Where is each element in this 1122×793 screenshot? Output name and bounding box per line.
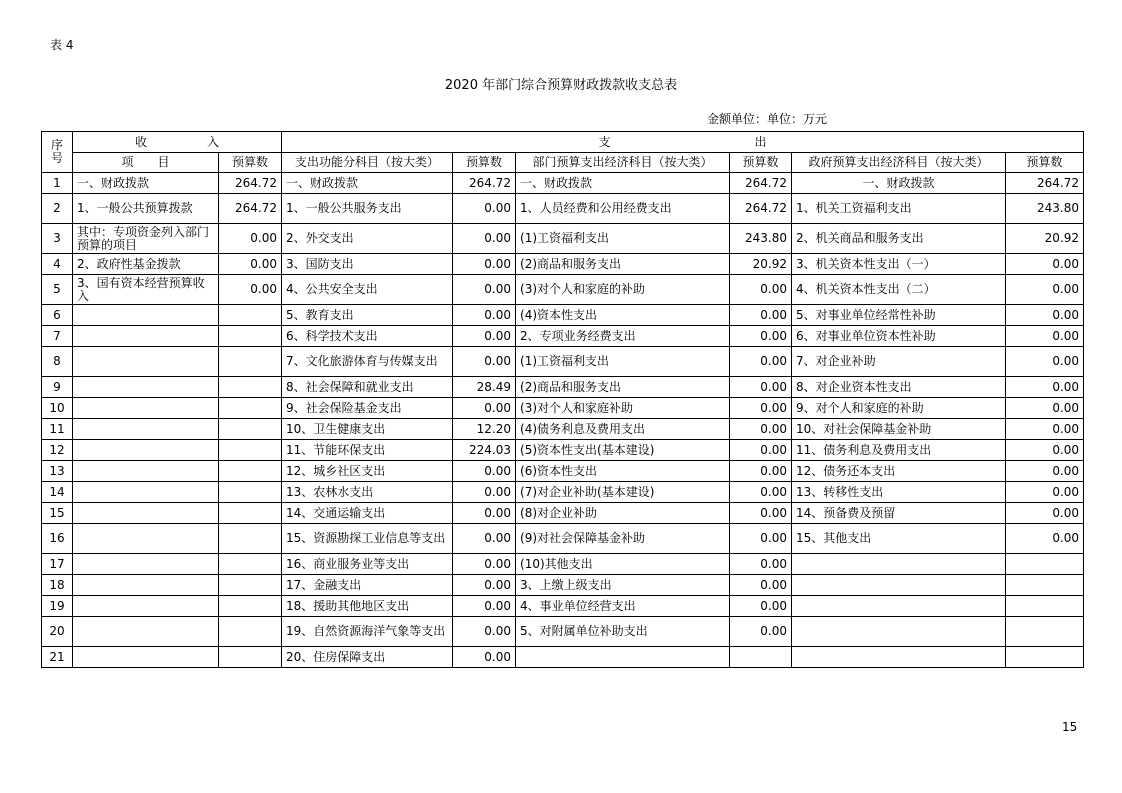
gov-econ-subject [792,647,1006,668]
dept-econ-subject: (3)对个人和家庭的补助 [516,275,730,305]
income-amount [219,617,282,647]
table-row [42,305,1084,326]
gov-amount: 0.00 [1006,326,1084,347]
income-item [73,617,219,647]
row-seq: 10 [42,398,73,419]
gov-econ-subject: 15、其他支出 [792,524,1006,554]
income-item [73,596,219,617]
func-amount: 0.00 [453,524,516,554]
gov-amount: 0.00 [1006,377,1084,398]
income-amount: 264.72 [219,194,282,224]
dept-econ-subject: 一、财政拨款 [516,173,730,194]
gov-econ-subject: 14、预备费及预留 [792,503,1006,524]
func-subject: 10、卫生健康支出 [282,419,453,440]
gov-econ-subject: 5、对事业单位经常性补助 [792,305,1006,326]
func-amount: 0.00 [453,482,516,503]
income-amount [219,347,282,377]
gov-amount: 0.00 [1006,275,1084,305]
dept-amount: 0.00 [730,482,792,503]
page-title: 2020 年部门综合预算财政拨款收支总表 [444,78,678,93]
budget-header: 预算数 [1006,153,1084,173]
gov-amount [1006,647,1084,668]
gov-amount: 0.00 [1006,461,1084,482]
dept-econ-subject: (1)工资福利支出 [516,224,730,254]
gov-amount: 0.00 [1006,419,1084,440]
income-amount [219,575,282,596]
func-amount: 0.00 [453,194,516,224]
dept-amount [730,647,792,668]
gov-amount: 0.00 [1006,347,1084,377]
gov-econ-subject [792,575,1006,596]
func-subject: 9、社会保险基金支出 [282,398,453,419]
item-header: 项 目 [73,153,219,173]
func-amount: 0.00 [453,347,516,377]
income-amount [219,596,282,617]
page-number: 15 [1062,720,1078,734]
budget-header: 预算数 [219,153,282,173]
dept-econ-subject: (7)对企业补助(基本建设) [516,482,730,503]
row-seq: 9 [42,377,73,398]
gov-econ-subject: 7、对企业补助 [792,347,1006,377]
func-subject: 17、金融支出 [282,575,453,596]
gov-amount [1006,554,1084,575]
gov-amount: 0.00 [1006,305,1084,326]
table-row [42,461,1084,482]
row-seq: 17 [42,554,73,575]
dept-amount: 264.72 [730,173,792,194]
dept-econ-subject: (4)债务利息及费用支出 [516,419,730,440]
func-subject: 20、住房保障支出 [282,647,453,668]
income-amount [219,524,282,554]
dept-econ-subject: (9)对社会保障基金补助 [516,524,730,554]
row-seq: 4 [42,254,73,275]
table-row [42,554,1084,575]
income-amount [219,482,282,503]
gov-econ-subject: 一、财政拨款 [792,173,1006,194]
row-seq: 6 [42,305,73,326]
income-item [73,554,219,575]
table-row [42,482,1084,503]
income-item [73,398,219,419]
func-amount: 0.00 [453,224,516,254]
table-row [42,524,1084,554]
dept-amount: 0.00 [730,524,792,554]
func-subject: 13、农林水支出 [282,482,453,503]
gov-econ-subject: 9、对个人和家庭的补助 [792,398,1006,419]
income-amount [219,647,282,668]
dept-amount: 0.00 [730,575,792,596]
income-item [73,326,219,347]
row-seq: 21 [42,647,73,668]
gov-econ-subject: 6、对事业单位资本性补助 [792,326,1006,347]
gov-amount: 0.00 [1006,254,1084,275]
income-amount [219,305,282,326]
gov-amount: 0.00 [1006,482,1084,503]
income-amount [219,503,282,524]
table-row [42,377,1084,398]
table-row [42,173,1084,194]
table-row [42,398,1084,419]
dept-amount: 0.00 [730,503,792,524]
func-amount: 28.49 [453,377,516,398]
row-seq: 12 [42,440,73,461]
gov-amount [1006,596,1084,617]
gov-amount [1006,617,1084,647]
gov-econ-subject: 1、机关工资福利支出 [792,194,1006,224]
func-amount: 0.00 [453,554,516,575]
dept-econ-subject [516,647,730,668]
dept-econ-subject: (10)其他支出 [516,554,730,575]
dept-amount: 20.92 [730,254,792,275]
func-amount: 0.00 [453,461,516,482]
dept-amount: 0.00 [730,377,792,398]
gov-amount: 0.00 [1006,398,1084,419]
income-item [73,503,219,524]
income-amount [219,326,282,347]
gov-amount: 0.00 [1006,503,1084,524]
income-amount [219,440,282,461]
func-amount: 0.00 [453,575,516,596]
income-item [73,647,219,668]
table-row [42,596,1084,617]
table-row [42,617,1084,647]
gov-econ-subject: 2、机关商品和服务支出 [792,224,1006,254]
dept-econ-subject: 5、对附属单位补助支出 [516,617,730,647]
dept-econ-header: 部门预算支出经济科目（按大类） [516,153,730,173]
dept-econ-subject: (4)资本性支出 [516,305,730,326]
dept-amount: 264.72 [730,194,792,224]
table-row [42,419,1084,440]
table-row [42,326,1084,347]
dept-econ-subject: 2、专项业务经费支出 [516,326,730,347]
row-seq: 18 [42,575,73,596]
gov-econ-subject: 13、转移性支出 [792,482,1006,503]
func-subject: 7、文化旅游体育与传媒支出 [282,347,453,377]
gov-econ-subject: 8、对企业资本性支出 [792,377,1006,398]
func-amount: 224.03 [453,440,516,461]
income-amount [219,398,282,419]
dept-amount: 0.00 [730,419,792,440]
gov-amount: 20.92 [1006,224,1084,254]
dept-econ-subject: (8)对企业补助 [516,503,730,524]
income-item: 其中：专项资金列入部门预算的项目 [73,224,219,254]
func-amount: 0.00 [453,647,516,668]
row-seq: 19 [42,596,73,617]
func-subject: 16、商业服务业等支出 [282,554,453,575]
income-item [73,377,219,398]
dept-amount: 0.00 [730,596,792,617]
dept-amount: 0.00 [730,461,792,482]
dept-amount: 0.00 [730,326,792,347]
income-header: 收 入 [73,132,282,153]
dept-amount: 0.00 [730,398,792,419]
dept-amount: 0.00 [730,275,792,305]
func-subject: 19、自然资源海洋气象等支出 [282,617,453,647]
income-item [73,461,219,482]
income-amount: 0.00 [219,254,282,275]
gov-econ-subject: 4、机关资本性支出（二） [792,275,1006,305]
func-amount: 264.72 [453,173,516,194]
row-seq: 11 [42,419,73,440]
row-seq: 14 [42,482,73,503]
income-item [73,440,219,461]
dept-econ-subject: (3)对个人和家庭补助 [516,398,730,419]
func-subject-header: 支出功能分科目（按大类） [282,153,453,173]
dept-econ-subject: 3、上缴上级支出 [516,575,730,596]
func-amount: 0.00 [453,503,516,524]
dept-amount: 0.00 [730,347,792,377]
row-seq: 8 [42,347,73,377]
income-item: 一、财政拨款 [73,173,219,194]
gov-amount: 0.00 [1006,440,1084,461]
dept-econ-subject: 4、事业单位经营支出 [516,596,730,617]
func-subject: 11、节能环保支出 [282,440,453,461]
income-item [73,575,219,596]
row-seq: 5 [42,275,73,305]
func-subject: 3、国防支出 [282,254,453,275]
income-amount [219,554,282,575]
row-seq: 16 [42,524,73,554]
gov-econ-subject [792,617,1006,647]
row-seq: 1 [42,173,73,194]
gov-econ-subject: 11、债务利息及费用支出 [792,440,1006,461]
func-amount: 0.00 [453,617,516,647]
gov-amount: 243.80 [1006,194,1084,224]
income-amount: 264.72 [219,173,282,194]
row-seq: 15 [42,503,73,524]
amount-unit: 金额单位：单位：万元 [707,112,828,126]
table-row [42,194,1084,224]
dept-amount: 0.00 [730,305,792,326]
func-subject: 2、外交支出 [282,224,453,254]
dept-econ-subject: (6)资本性支出 [516,461,730,482]
income-amount: 0.00 [219,224,282,254]
gov-econ-subject [792,554,1006,575]
row-seq: 2 [42,194,73,224]
func-subject: 14、交通运输支出 [282,503,453,524]
func-subject: 1、一般公共服务支出 [282,194,453,224]
gov-econ-subject: 3、机关资本性支出（一） [792,254,1006,275]
func-amount: 0.00 [453,398,516,419]
func-subject: 18、援助其他地区支出 [282,596,453,617]
income-item [73,524,219,554]
dept-amount: 0.00 [730,617,792,647]
budget-header: 预算数 [730,153,792,173]
gov-amount: 0.00 [1006,524,1084,554]
gov-econ-subject: 12、债务还本支出 [792,461,1006,482]
income-amount [219,461,282,482]
func-subject: 12、城乡社区支出 [282,461,453,482]
table-row [42,224,1084,254]
table-row [42,254,1084,275]
table-row [42,347,1084,377]
func-subject: 5、教育支出 [282,305,453,326]
gov-econ-subject: 10、对社会保障基金补助 [792,419,1006,440]
table-row [42,647,1084,668]
func-subject: 4、公共安全支出 [282,275,453,305]
dept-econ-subject: (5)资本性支出(基本建设) [516,440,730,461]
func-amount: 0.00 [453,596,516,617]
dept-econ-subject: (2)商品和服务支出 [516,254,730,275]
income-amount [219,377,282,398]
income-item [73,419,219,440]
func-amount: 12.20 [453,419,516,440]
dept-econ-subject: (2)商品和服务支出 [516,377,730,398]
row-seq: 20 [42,617,73,647]
income-item [73,305,219,326]
income-amount [219,419,282,440]
func-amount: 0.00 [453,305,516,326]
func-amount: 0.00 [453,254,516,275]
func-amount: 0.00 [453,275,516,305]
budget-table [41,131,1084,668]
table-row [42,575,1084,596]
gov-econ-subject [792,596,1006,617]
dept-econ-subject: 1、人员经费和公用经费支出 [516,194,730,224]
row-seq: 3 [42,224,73,254]
income-item: 2、政府性基金拨款 [73,254,219,275]
func-amount: 0.00 [453,326,516,347]
dept-amount: 0.00 [730,440,792,461]
func-subject: 8、社会保障和就业支出 [282,377,453,398]
gov-econ-header: 政府预算支出经济科目（按大类） [792,153,1006,173]
seq-header: 序号 [42,132,73,173]
dept-econ-subject: (1)工资福利支出 [516,347,730,377]
table-row [42,503,1084,524]
table-row [42,275,1084,305]
gov-amount [1006,575,1084,596]
func-subject: 6、科学技术支出 [282,326,453,347]
dept-amount: 243.80 [730,224,792,254]
table-row [42,440,1084,461]
income-item: 3、国有资本经营预算收入 [73,275,219,305]
income-item [73,347,219,377]
table-number: 表 4 [50,38,74,52]
income-item [73,482,219,503]
gov-amount: 264.72 [1006,173,1084,194]
row-seq: 7 [42,326,73,347]
expense-header: 支 出 [282,132,1084,153]
dept-amount: 0.00 [730,554,792,575]
budget-header: 预算数 [453,153,516,173]
income-amount: 0.00 [219,275,282,305]
func-subject: 一、财政拨款 [282,173,453,194]
row-seq: 13 [42,461,73,482]
income-item: 1、一般公共预算拨款 [73,194,219,224]
func-subject: 15、资源勘探工业信息等支出 [282,524,453,554]
